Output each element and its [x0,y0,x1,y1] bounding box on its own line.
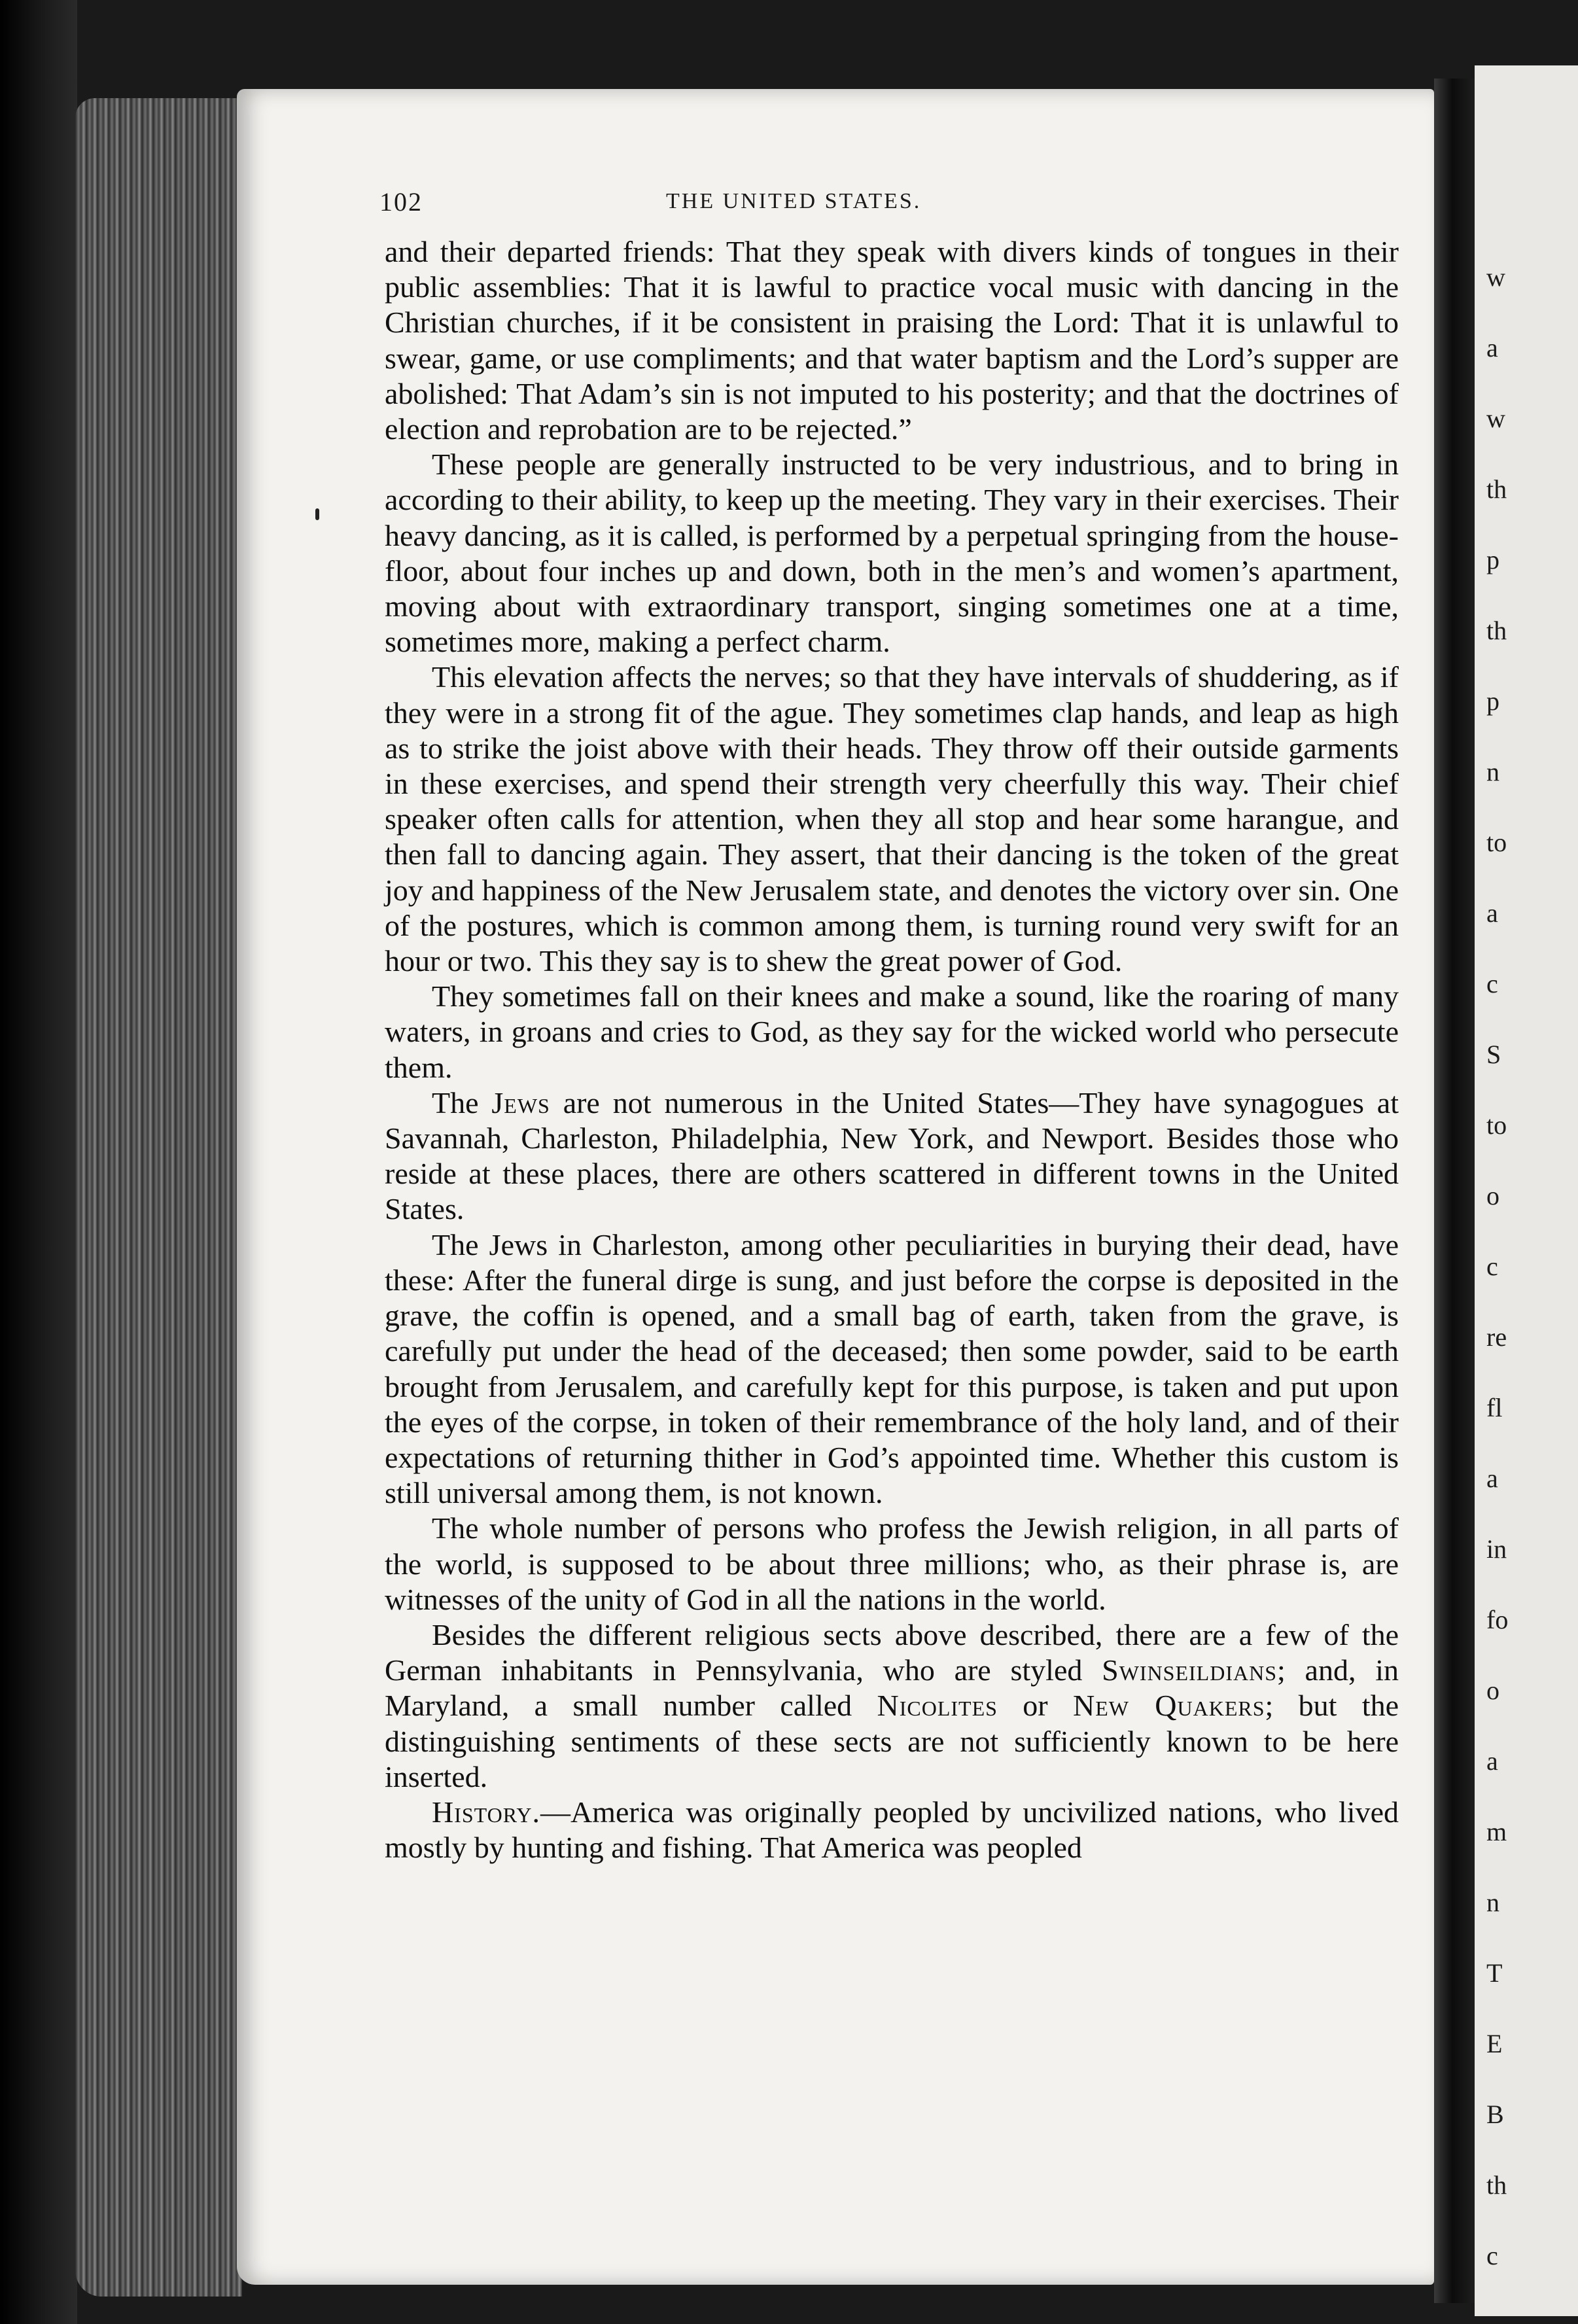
facing-page-fragment: E [1486,2029,1503,2058]
new-quakers-small-caps: New Quakers [1072,1689,1265,1723]
facing-page-fragment: th [1486,2170,1507,2200]
facing-page-fragment: th [1486,616,1507,645]
facing-page-fragment: n [1486,757,1499,786]
facing-page-fragment: re [1486,1322,1507,1352]
facing-page-fragment: w [1486,404,1505,433]
facing-page-fragment: c [1486,1252,1498,1281]
facing-page-fragment: p [1486,545,1499,574]
facing-page-fragment: p [1486,686,1499,716]
facing-page-fragment: o [1486,1181,1499,1210]
facing-page-fragment: a [1486,333,1498,362]
p5-rest: are not numerous in the United States—They have synagogues at Savannah, Charleston, Philadelphia, New York, and Newport. Besides those who reside at these places, there are others scattered in different towns in the United States. [385,1085,1399,1226]
swinseildians-small-caps: Swinseildians [1102,1653,1278,1687]
running-head-title: THE UNITED STATES. [666,189,922,213]
book-fore-edge-shadow [0,0,77,2324]
facing-page-fragment: T [1486,1958,1503,1988]
page-number: 102 [379,187,423,217]
facing-page-fragment: to [1486,828,1507,857]
facing-page-fragment: c [1486,2241,1498,2270]
p8-b: ; and, in Maryland, a small number called [385,1653,1399,1723]
paragraph-4: They sometimes fall on their knees and make a sound, like the roaring of many waters, in groans and cries to God, as they say for the wicked world who persecute them. [385,979,1399,1084]
facing-page-fragment: a [1486,1464,1498,1493]
facing-page-fragment: th [1486,474,1507,504]
p5-lead: The [432,1085,479,1119]
facing-page-fragment: n [1486,1888,1499,1917]
facing-page-fragment: a [1486,1746,1498,1776]
book-gutter [1434,79,1475,2303]
facing-page-fragment: fl [1486,1393,1503,1422]
paragraph-1: and their departed friends: That they speak with divers kinds of tongues in their public assemblies: That it is lawful to practice vocal music with dancing in the Christian churches, if it be consistent in praising the Lord: That it is unlawful to swear, game, or use compliments; and that water baptism and the Lord’s supper are abolished: That Adam’s sin is not imputed to his posterity; and that the doctrines of election and reprobation are to be rejected.” [385,235,1399,446]
paragraph-5 [385,1085,1399,1227]
paragraph-3: This elevation affects the nerves; so that they have intervals of shuddering, as if they were in a strong fit of the ague. They sometimes clap hands, and leap as high as to strike the joist above with their heads. They throw off their outside garments in these exercises, and spend their strength very cheerfully this way. Their chief speaker often calls for attention, when they all stop and hear some harangue, and then fall to dancing again. They assert, that their dancing is the token of the great joy and happiness of the New Jerusalem state, and denotes the victory over sin. One of the postures, which is common among them, is turning round very swift for an hour or two. This they say is to shew the great power of God. [385,660,1399,978]
nicolites-small-caps: Nicolites [877,1689,998,1723]
facing-page-fragment: to [1486,1110,1507,1140]
p8-c: or [1023,1689,1048,1723]
margin-ink-mark [315,508,319,520]
paragraph-8 [385,1617,1399,1795]
facing-page-edge [1475,65,1578,2316]
facing-page-fragment: B [1486,2100,1504,2129]
p9-rest: —America was originally peopled by uncivilized nations, who lived mostly by hunting and fishing. That America was peopled [385,1795,1399,1865]
book-fore-edge [75,98,242,2297]
facing-page-fragment: in [1486,1534,1507,1564]
facing-page-fragment: o [1486,1676,1499,1705]
jews-small-caps: Jews [491,1085,550,1119]
p8-a: Besides the different religious sects above described, there are a few of the German inhabitants in Pennsylvania, who are styled [385,1617,1399,1687]
facing-page-fragment: a [1486,898,1498,928]
p8-d: ; but the distinguishing sentiments of these sects are not sufficiently known to be here inserted. [385,1689,1399,1793]
paragraph-6: The Jews in Charleston, among other peculiarities in burying their dead, have these: After the funeral dirge is sung, and just before the corpse is deposited in the grave, the coffin is opened, and a small bag of earth, taken from the grave, is carefully put under the head of the deceased; then some powder, said to be earth brought from Jerusalem, and carefully kept for this purpose, is taken and put upon the eyes of the corpse, in token of their remembrance of the holy land, and of their expectations of returning thither in God’s appointed time. Whether this custom is still universal among them, is not known. [385,1227,1399,1510]
paragraph-7: The whole number of persons who profess the Jewish religion, in all parts of the world, is supposed to be about three millions; who, as their phrase is, are witnesses of the unity of God in all the nations in the world. [385,1511,1399,1616]
running-head [379,186,1400,219]
history-small-caps: History. [432,1795,540,1829]
paragraph-2: These people are generally instructed to be very industrious, and to bring in according to their ability, to keep up the meeting. They vary in their exercises. Their heavy dancing, as it is called, is performed by a perpetual springing from the house-floor, about four inches up and down, both in the men’s and women’s apartment, moving about with extraordinary transport, singing sometimes one at a time, sometimes more, making a perfect charm. [385,448,1399,659]
facing-page-fragment: w [1486,262,1505,292]
facing-page-fragment: c [1486,969,1498,998]
body-text [385,234,1399,1865]
paragraph-9 [385,1795,1399,1865]
facing-page-fragment: S [1486,1040,1501,1069]
facing-page-fragment: m [1486,1817,1507,1846]
facing-page-fragment: fo [1486,1605,1509,1634]
